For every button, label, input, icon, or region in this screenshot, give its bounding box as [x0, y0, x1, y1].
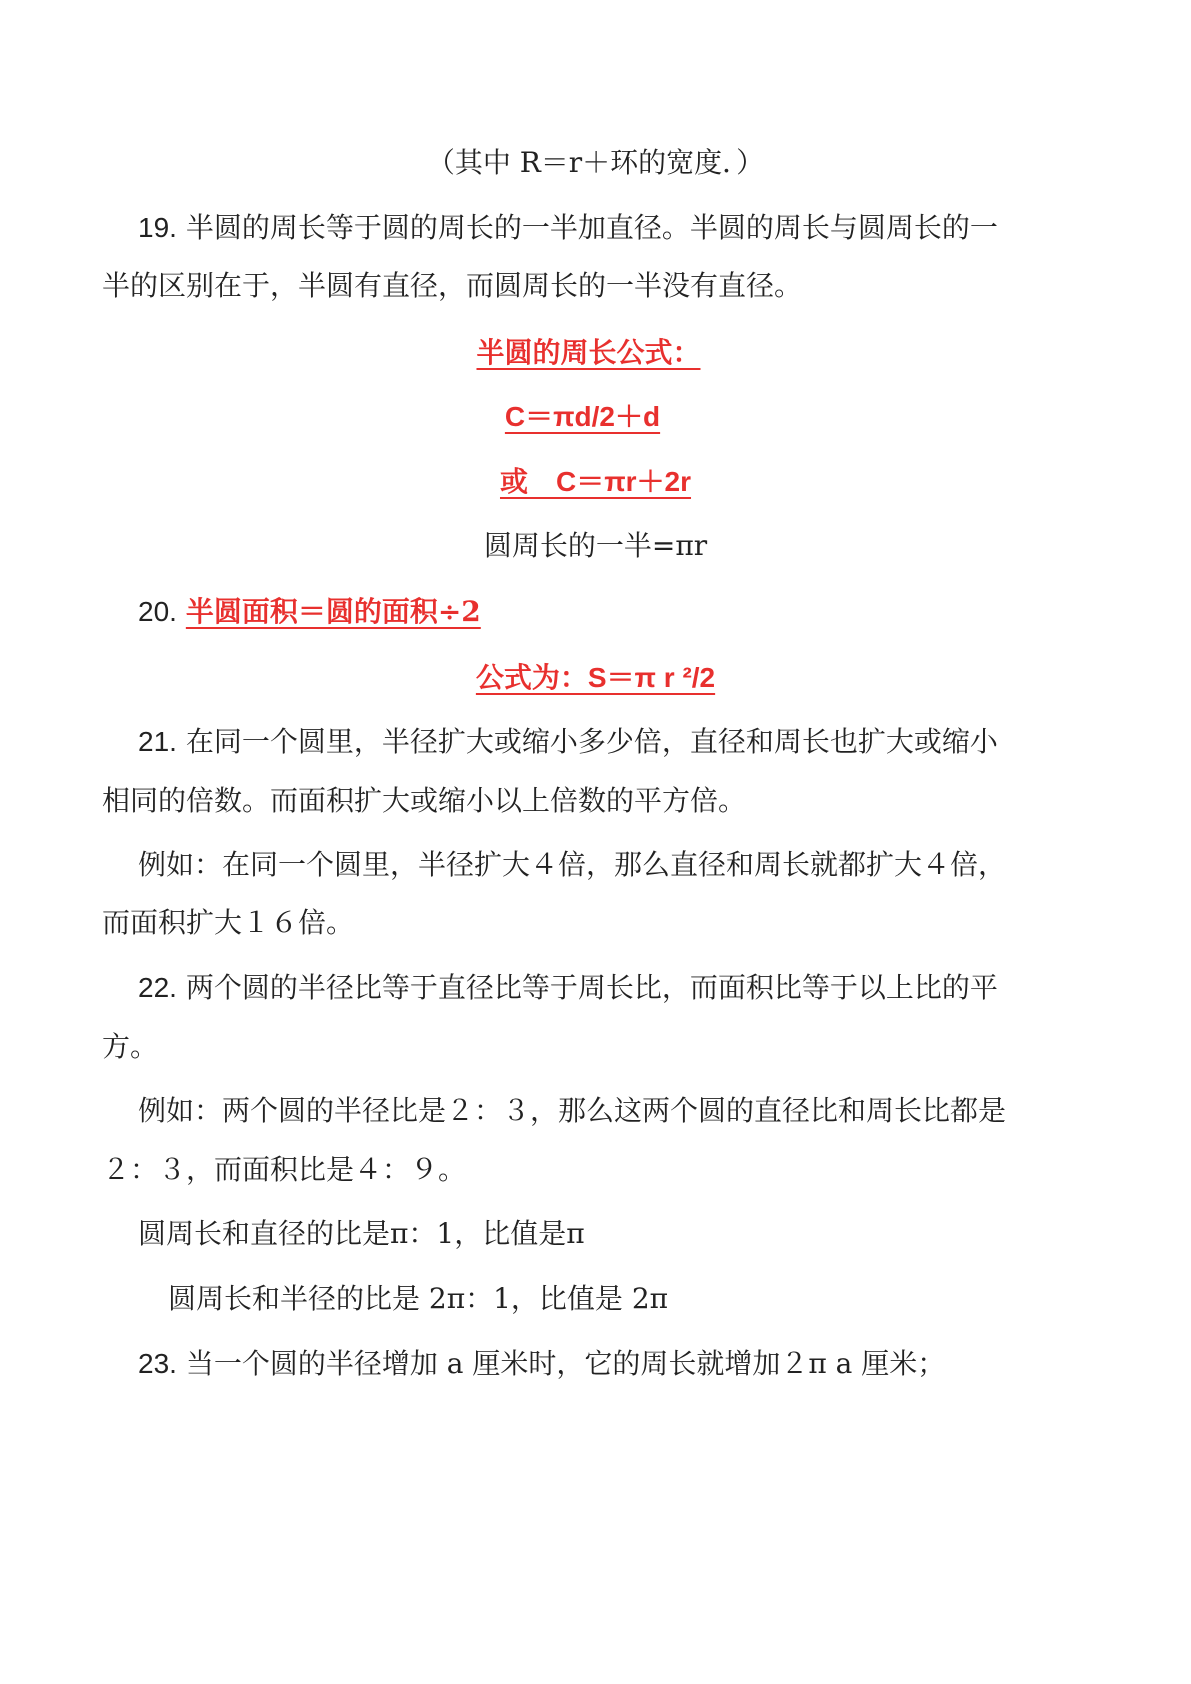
item-text: 当一个圆的半径增加 a 厘米时，它的周长就增加２π a 厘米； — [185, 1347, 946, 1380]
ring-width-note: （其中 R＝r＋环的宽度．） — [426, 146, 765, 179]
formula-radius: 或 C＝πr＋2r — [499, 466, 692, 497]
circumference-diameter-ratio: 圆周长和直径的比是π：1，比值是π — [138, 1217, 585, 1250]
item-21-line-1 — [138, 722, 998, 762]
item-20-line-1 — [138, 592, 537, 632]
item-23-line-1 — [138, 1344, 945, 1384]
circumference-radius-ratio: 圆周长和半径的比是 2π：1，比值是 2π — [168, 1282, 669, 1315]
item-text: 半圆的周长等于圆的周长的一半加直径。半圆的周长与圆周长的一 — [185, 211, 998, 244]
item-text: 半圆面积＝圆的面积÷2 — [185, 595, 481, 628]
item-21-example-1: 例如：在同一个圆里，半径扩大４倍，那么直径和周长就都扩大４倍， — [138, 848, 1007, 881]
item-19-line-1 — [138, 208, 998, 248]
semicircle-area-formula: 公式为：S＝π r ²/2 — [475, 662, 716, 693]
item-number: 22. — [138, 972, 177, 1003]
item-21-line-2: 相同的倍数。而面积扩大或缩小以上倍数的平方倍。 — [102, 784, 747, 817]
item-number: 21. — [138, 726, 177, 757]
item-number: 20. — [138, 596, 177, 627]
item-21-example-2: 而面积扩大１６倍。 — [102, 906, 355, 939]
item-22-line-1 — [138, 968, 998, 1008]
formula-heading: 半圆的周长公式： — [476, 336, 701, 369]
item-22-example-2: ２：３，而面积比是４：９。 — [102, 1153, 467, 1186]
item-text: 两个圆的半径比等于直径比等于周长比，而面积比等于以上比的平 — [185, 971, 998, 1004]
item-text: 在同一个圆里，半径扩大或缩小多少倍，直径和周长也扩大或缩小 — [185, 725, 998, 758]
item-number: 23. — [138, 1348, 177, 1379]
item-number: 19. — [138, 212, 177, 243]
item-19-line-2: 半的区别在于，半圆有直径，而圆周长的一半没有直径。 — [102, 269, 803, 302]
item-22-example-1: 例如：两个圆的半径比是２：３，那么这两个圆的直径比和周长比都是 — [138, 1094, 1007, 1127]
formula-diameter: C＝πd/2＋d — [504, 401, 661, 432]
item-22-line-2: 方。 — [102, 1030, 159, 1063]
half-circumference-formula: 圆周长的一半=πr — [483, 529, 708, 562]
